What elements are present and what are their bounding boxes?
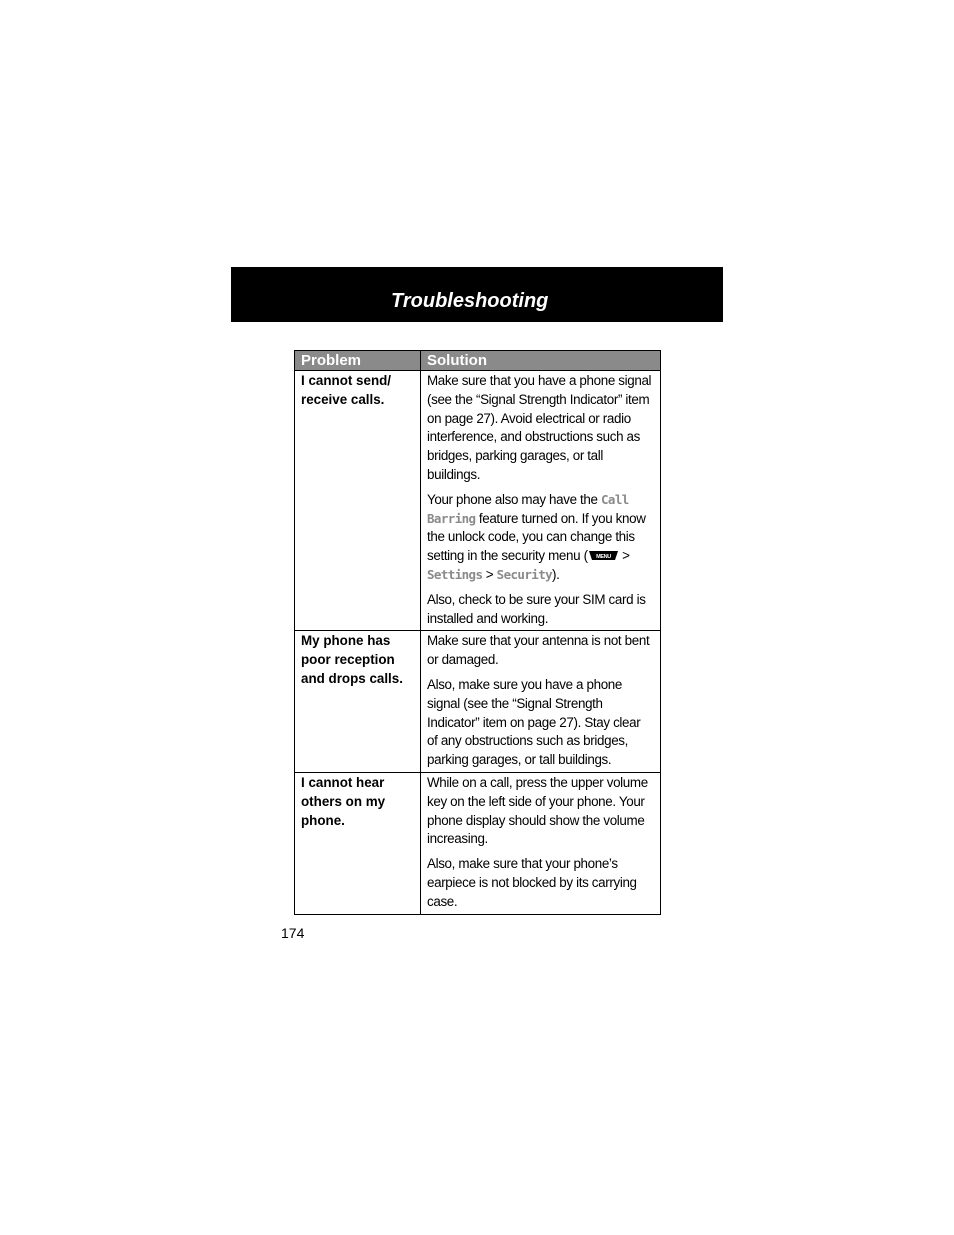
page-number: 174: [281, 925, 305, 941]
solution-paragraph: Make sure that your antenna is not bent or damaged.: [427, 633, 650, 668]
section-title: Troubleshooting: [391, 290, 549, 312]
settings-term: Settings: [427, 566, 483, 582]
menu-separator: >: [485, 566, 494, 582]
section-header-bar: [231, 267, 723, 322]
table-header-row: [295, 351, 661, 371]
table-row: [295, 631, 661, 773]
solution-text: Your phone also may have the: [427, 491, 598, 507]
solution-paragraph: While on a call, press the upper volume key on the left side of your phone. Your phone display should show the volume increasing.: [427, 774, 648, 847]
menu-separator: >: [622, 548, 630, 564]
table-row: [295, 772, 661, 914]
solution-text: ).: [552, 566, 560, 582]
menu-key-icon: [588, 548, 619, 559]
table-row: [295, 371, 661, 631]
solution-paragraph: Also, check to be sure your SIM card is installed and working.: [427, 591, 646, 626]
solution-paragraph: Also, make sure you have a phone signal (see the “Signal Strength Indicator” item on page 27). Stay clear of any obstructions such as bridges, parking garages, or tall buildings.: [427, 676, 641, 768]
solution-paragraph: [427, 491, 654, 585]
problem-cell: I cannot send/ receive calls.: [295, 371, 421, 631]
troubleshooting-table: [294, 350, 661, 915]
column-header-solution: Solution: [421, 351, 661, 371]
menu-key-label: MENU: [595, 554, 611, 561]
solution-paragraph: Make sure that you have a phone signal (see the “Signal Strength Indicator” item on page 27). Avoid electrical or radio interference, and obstructions such as bridges, parking garages, or tall buildings.: [427, 373, 652, 482]
solution-cell: [421, 772, 661, 914]
solution-cell: [421, 631, 661, 773]
column-header-problem: Problem: [295, 351, 421, 371]
solution-text: feature turned on. If you know the unlock code, you can change this setting in the security menu (: [427, 510, 646, 564]
problem-cell: I cannot hear others on my phone.: [295, 772, 421, 914]
security-term: Security: [496, 566, 553, 582]
call-barring-term: Call Barring: [427, 491, 629, 526]
problem-cell: My phone has poor reception and drops calls.: [295, 631, 421, 773]
solution-cell: [421, 371, 661, 631]
solution-paragraph: Also, make sure that your phone’s earpiece is not blocked by its carrying case.: [427, 856, 637, 909]
